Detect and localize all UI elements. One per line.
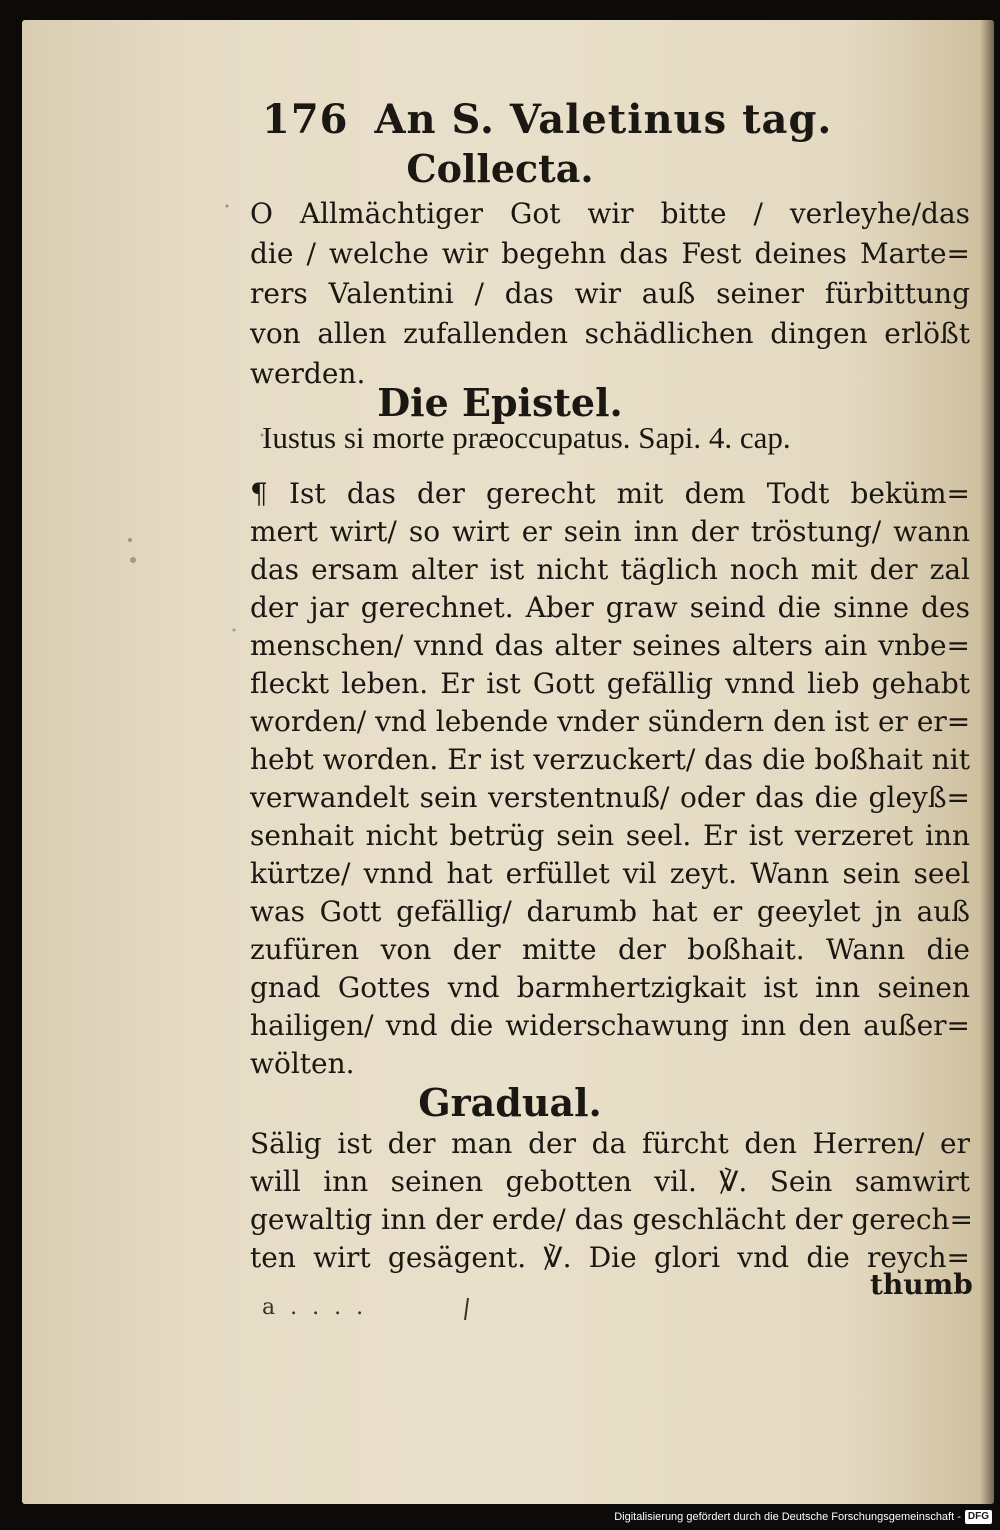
- running-title: An S. Valetinus tag.: [374, 96, 833, 143]
- epistel-line: worden/ vnd lebende vnder sündern den ist er er=: [250, 705, 971, 738]
- funding-footer: [614, 1508, 992, 1526]
- dfg-logo: DFG: [965, 1510, 992, 1524]
- epistel-line: menschen/ vnnd das alter seines alters ain vnbe=: [250, 629, 970, 662]
- epistel-line: kürtze/ vnnd hat erfüllet vil zeyt. Wann sein seel: [250, 857, 970, 890]
- gradual-line: ten wirt gesägent. ℣. Die glori vnd die reych=: [250, 1241, 970, 1274]
- epistel-line: gnad Gottes vnd barmhertzigkait ist inn seinen: [250, 971, 970, 1004]
- page-number: 176: [262, 96, 349, 143]
- epistel-line: fleckt leben. Er ist Gott gefällig vnnd lieb gehabt: [250, 667, 970, 700]
- epistel-line: was Gott gefällig/ darumb hat er geeylet jn auß: [250, 895, 970, 928]
- epistel-line: wölten.: [250, 1047, 355, 1080]
- collecta-heading: Collecta.: [406, 146, 594, 191]
- epistel-line: das ersam alter ist nicht täglich noch mit der zal: [250, 553, 970, 586]
- collecta-line: werden.: [250, 357, 366, 390]
- epistel-line: zufüren von der mitte der boßhait. Wann die: [250, 933, 970, 966]
- gradual-line: will inn seinen gebotten vil. ℣. Sein samwirt: [250, 1165, 970, 1198]
- epistel-line: der jar gerechnet. Aber graw seind die sinne des: [250, 591, 970, 624]
- epistel-line: verwandelt sein verstentnuß/ oder das die gleyß=: [250, 781, 970, 814]
- running-header: [262, 96, 832, 143]
- gradual-heading: Gradual.: [418, 1080, 602, 1125]
- gradual-line: gewaltig inn der erde/ das geschlächt der gerech=: [250, 1203, 974, 1236]
- epistel-line: senhait nicht betrüg sein seel. Er ist verzeret inn: [250, 819, 970, 852]
- collecta-line: O Allmächtiger Got wir bitte / verleyhe/das: [250, 197, 970, 230]
- funding-note: Digitalisierung gefördert durch die Deutsche Forschungsgemeinschaft -: [614, 1511, 961, 1523]
- gradual-line: Sälig ist der man der da fürcht den Herren/ er: [250, 1127, 970, 1160]
- collecta-line: die / welche wir begehn das Fest deines Marte=: [250, 237, 970, 270]
- epistel-line: hebt worden. Er ist verzuckert/ das die boßhait nit: [250, 743, 970, 776]
- collecta-line: rers Valentini / das wir auß seiner fürbittung: [250, 277, 970, 310]
- epistel-reference: Iustus si morte præoccupatus. Sapi. 4. cap.: [262, 420, 791, 455]
- catchword: thumb: [870, 1268, 973, 1301]
- epistel-line: hailigen/ vnd die widerschawung inn den außer=: [250, 1009, 970, 1042]
- signature-mark: a . . . .: [262, 1295, 368, 1320]
- epistel-heading: Die Epistel.: [377, 380, 623, 425]
- epistel-line: ¶ Ist das der gerecht mit dem Todt beküm=: [250, 477, 970, 510]
- collecta-line: von allen zufallenden schädlichen dingen erlößt: [250, 317, 970, 350]
- epistel-line: mert wirt/ so wirt er sein inn der tröstung/ wann: [250, 515, 970, 548]
